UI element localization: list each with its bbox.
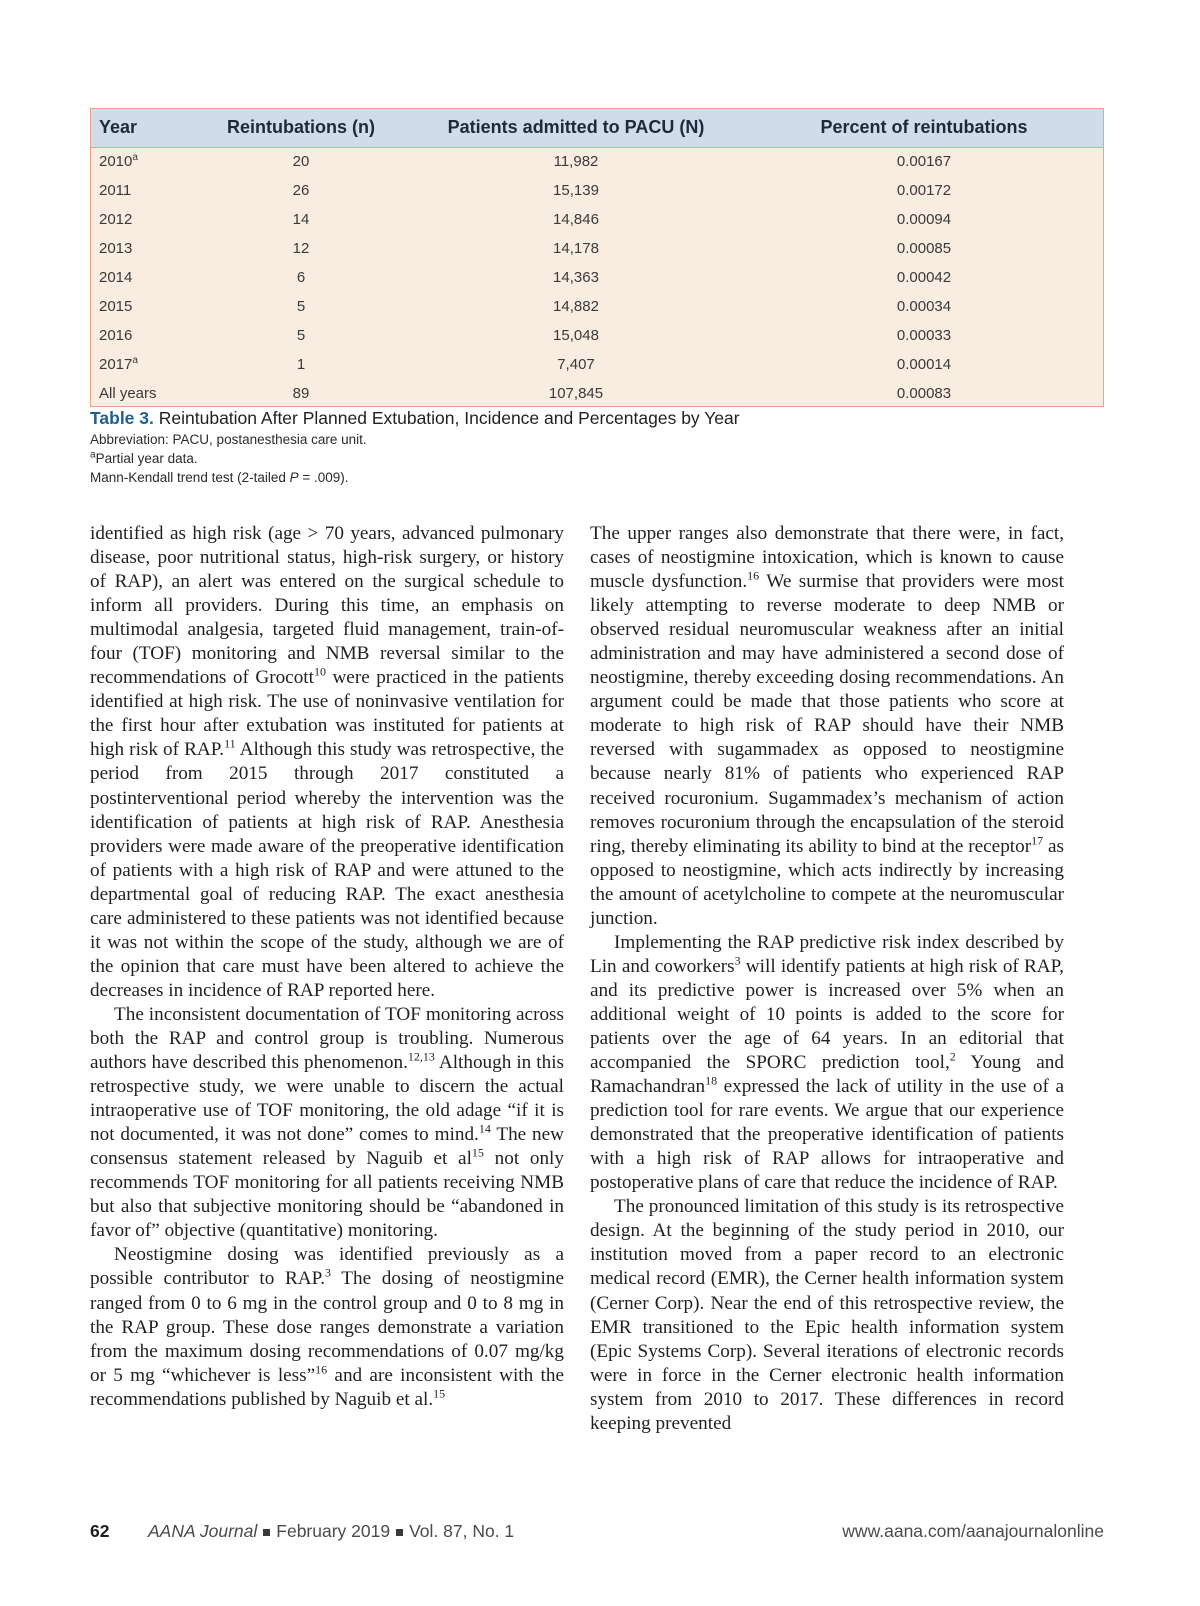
cell-patients-value: 107,845 xyxy=(548,385,604,402)
journal-citation xyxy=(148,1521,514,1542)
stat-text-post: = .009). xyxy=(298,470,349,485)
cell-reintubations-value: 5 xyxy=(296,298,306,315)
cell-percent-value: 0.00033 xyxy=(896,327,952,344)
cell-year-value: 2015 xyxy=(99,298,133,315)
cell-percent xyxy=(745,147,1103,176)
paragraph-text: Although in this retrospective study, we were unable to discern the actual intraoperative use of TOF monitoring, the old adage “if it is not documented, it was not done” comes to mind. xyxy=(90,1052,565,1146)
paragraph-text: were practiced in the patients identified at high risk. The use of noninvasive ventilation for the first hour after extubation was instituted for patients at high risk of RAP. xyxy=(90,667,564,761)
cell-year-value: All years xyxy=(99,385,157,402)
cell-year xyxy=(91,321,195,350)
cell-patients xyxy=(407,147,745,176)
cell-patients xyxy=(407,263,745,292)
paragraph-text: expressed the lack of utility in the use of a prediction tool for rare events. We argue that our experience demonstrated that the preoperative identification of patients with a high risk of RAP allows for intraoperative and postoperative plans of care that reduce the incidence of RAP. xyxy=(590,1076,1064,1194)
cell-year-value: 2010 xyxy=(99,153,133,171)
citation-reference[interactable]: 12,13 xyxy=(407,1049,435,1064)
paragraph-text: The dosing of neostigmine ranged from 0 to 6 mg in the control group and 0 to 8 mg in the RAP group. These dose ranges demonstrate a variation from the maximum dosing recommendations of 0.07 mg/kg or 5 mg “whichever is less” xyxy=(90,1268,564,1386)
paragraph-text: Neostigmine dosing was identified previously as a possible contributor to RAP. xyxy=(90,1244,564,1290)
issue-date: February 2019 xyxy=(276,1521,391,1541)
table-body xyxy=(91,147,1103,408)
cell-patients xyxy=(407,321,745,350)
footnote-text: Partial year data. xyxy=(95,451,198,466)
cell-reintubations-value: 1 xyxy=(296,356,306,373)
cell-patients-value: 14,178 xyxy=(553,240,599,257)
table-row xyxy=(91,379,1103,408)
citation-reference[interactable]: 16 xyxy=(315,1362,328,1377)
table-row xyxy=(91,147,1103,176)
body-paragraph xyxy=(90,1003,564,1243)
cell-percent-value: 0.00085 xyxy=(896,240,952,257)
citation-reference[interactable]: 16 xyxy=(747,568,760,583)
citation-reference[interactable]: 3 xyxy=(325,1266,331,1281)
cell-reintubations xyxy=(195,379,407,408)
cell-percent-value: 0.00167 xyxy=(896,153,952,171)
paragraph-text: not only recommends TOF monitoring for all patients receiving NMB but also that subjective monitoring should be “abandoned in favor of” objective (quantitative) monitoring. xyxy=(90,1148,564,1242)
cell-percent-value: 0.00042 xyxy=(896,269,952,286)
cell-percent xyxy=(745,263,1103,292)
cell-patients xyxy=(407,379,745,408)
header-year: Year xyxy=(91,109,195,147)
cell-year xyxy=(91,147,195,176)
cell-reintubations xyxy=(195,176,407,205)
citation-reference[interactable]: 15 xyxy=(433,1386,446,1401)
cell-percent-value: 0.00172 xyxy=(896,182,952,199)
cell-percent xyxy=(745,234,1103,263)
cell-percent xyxy=(745,379,1103,408)
cell-patients-value: 14,363 xyxy=(553,269,599,286)
paragraph-text: The inconsistent documentation of TOF monitoring across both the RAP and control group is troubling. Numerous authors have described this phenomenon. xyxy=(90,1003,564,1074)
cell-reintubations xyxy=(195,292,407,321)
citation-reference[interactable]: 2 xyxy=(949,1049,956,1064)
paragraph-text: The upper ranges also demonstrate that there were, in fact, cases of neostigmine intoxication, which is known to cause muscle dysfunction. xyxy=(590,523,1064,593)
cell-patients xyxy=(407,292,745,321)
paragraph-text: identified as high risk (age > 70 years, advanced pulmonary disease, poor nutritional status, high-risk surgery, or history of RAP), an alert was entered on the surgical schedule to inform all providers. During this time, an emphasis on multimodal analgesia, targeted fluid management, train-of-four (TOF) monitoring and NMB reversal similar to the recommendations of Grocott xyxy=(90,523,564,689)
body-paragraph xyxy=(90,1243,564,1411)
cell-percent-value: 0.00094 xyxy=(896,211,952,228)
cell-year xyxy=(91,350,195,379)
header-patients-admitted: Patients admitted to PACU (N) xyxy=(407,109,745,147)
cell-reintubations xyxy=(195,350,407,379)
cell-reintubations xyxy=(195,321,407,350)
cell-patients-value: 15,048 xyxy=(553,327,599,344)
cell-year xyxy=(91,205,195,234)
cell-year-value: 2012 xyxy=(99,211,133,228)
cell-patients-value: 14,882 xyxy=(553,298,599,315)
reintubation-table xyxy=(91,109,1103,408)
paragraph-text: as opposed to neostigmine, which acts indirectly by increasing the amount of acetylcholine to compete at the neuromuscular junction. xyxy=(590,835,1064,929)
cell-year xyxy=(91,292,195,321)
cell-year xyxy=(91,234,195,263)
cell-percent-value: 0.00083 xyxy=(896,385,952,402)
cell-patients xyxy=(407,176,745,205)
cell-reintubations-value: 5 xyxy=(296,327,306,344)
caption-label: Table 3. xyxy=(90,408,154,428)
cell-year-value: 2011 xyxy=(99,182,132,199)
page-number: 62 xyxy=(90,1521,110,1541)
cell-year-value: 2014 xyxy=(99,269,133,286)
table-row xyxy=(91,350,1103,379)
cell-percent xyxy=(745,176,1103,205)
cell-reintubations-value: 12 xyxy=(292,240,310,257)
cell-reintubations xyxy=(195,234,407,263)
journal-url[interactable]: www.aana.com/aanajournalonline xyxy=(842,1521,1104,1541)
stat-variable: P xyxy=(289,470,299,485)
separator-bullet-icon xyxy=(263,1529,270,1536)
table-caption xyxy=(90,406,1104,487)
paragraph-text: The new consensus statement released by Naguib et al xyxy=(90,1124,564,1170)
body-paragraph xyxy=(590,931,1064,1196)
body-paragraph xyxy=(590,522,1064,931)
paragraph-text: Young and Ramachandran xyxy=(590,1052,1064,1098)
data-table-container xyxy=(90,108,1104,407)
cell-patients xyxy=(407,205,745,234)
cell-percent-value: 0.00034 xyxy=(896,298,952,315)
table-row xyxy=(91,263,1103,292)
body-paragraph xyxy=(90,522,564,1003)
caption-footnote xyxy=(90,449,1104,468)
cell-reintubations-value: 20 xyxy=(292,153,310,171)
cell-reintubations-value: 14 xyxy=(292,211,310,228)
citation-reference[interactable]: 10 xyxy=(313,664,326,679)
citation-reference[interactable]: 3 xyxy=(734,953,741,968)
citation-reference[interactable]: 17 xyxy=(1031,833,1044,848)
cell-percent xyxy=(745,321,1103,350)
table-row xyxy=(91,234,1103,263)
paragraph-text: and are inconsistent with the recommendations published by Naguib et al. xyxy=(90,1364,564,1410)
paragraph-text: will identify patients at high risk of RAP, and its predictive power is increased over 5% when an additional weight of 10 points is added to the score for patients over the age of 64 years. In an editorial that accompanied the SPORC prediction tool, xyxy=(590,955,1064,1074)
caption-abbreviation: Abbreviation: PACU, postanesthesia care unit. xyxy=(90,432,367,447)
cell-year-value: 2016 xyxy=(99,327,133,344)
cell-year-value: 2017 xyxy=(99,356,133,373)
cell-patients xyxy=(407,234,745,263)
cell-year xyxy=(91,176,195,205)
cell-patients-value: 11,982 xyxy=(553,153,599,171)
cell-reintubations xyxy=(195,147,407,176)
cell-percent xyxy=(745,350,1103,379)
cell-reintubations xyxy=(195,263,407,292)
citation-reference[interactable]: 14 xyxy=(478,1121,491,1136)
cell-year xyxy=(91,263,195,292)
cell-patients xyxy=(407,350,745,379)
table-row xyxy=(91,321,1103,350)
paragraph-text: The pronounced limitation of this study is its retrospective design. At the beginning of the study period in 2010, our institution moved from a paper record to an electronic medical record (EMR), the Cerner health information system (Cerner Corp). Near the end of this retrospective review, the EMR transitioned to the Epic health information system (Epic Systems Corp). Several iterations of electronic records were in force in the Cerner electronic health information system from 2010 to 2017. These differences in record keeping prevented xyxy=(590,1196,1064,1434)
citation-reference[interactable]: 18 xyxy=(705,1073,718,1088)
cell-year xyxy=(91,379,195,408)
left-text-column xyxy=(90,522,564,1412)
citation-reference[interactable]: 15 xyxy=(471,1145,484,1160)
volume-issue: Vol. 87, No. 1 xyxy=(409,1521,515,1541)
cell-reintubations-value: 89 xyxy=(292,385,310,402)
caption-title: Reintubation After Planned Extubation, Incidence and Percentages by Year xyxy=(158,408,740,428)
paragraph-text: We surmise that providers were most likely attempting to reverse moderate to deep NMB or observed residual neuromuscular weakness after an initial administration and may have administered a second dose of neostigmine, thereby exceeding dosing recommendations. An argument could be made that those patients who score at moderate to high risk of RAP should have their NMB reversed with sugammadex as opposed to neostigmine because nearly 81% of patients who experienced RAP received rocuronium. Sugammadex’s mechanism of action removes rocuronium through the encapsulation of the steroid ring, thereby eliminating its ability to bind at the receptor xyxy=(590,571,1064,857)
cell-percent xyxy=(745,205,1103,234)
table-row xyxy=(91,205,1103,234)
paragraph-text: Although this study was retrospective, the period from 2015 through 2017 constituted a postinterventional period whereby the intervention was the identification of patients at high risk of RAP. Anesthesia providers were made aware of the preoperative identification of patients with a high risk of RAP and were attuned to the departmental goal of reducing RAP. The exact anesthesia care administered to these patients was not identified because it was not within the scope of the study, although we are of the opinion that care must have been altered to achieve the decreases in incidence of RAP reported here. xyxy=(90,739,564,1001)
cell-reintubations xyxy=(195,205,407,234)
cell-patients-value: 7,407 xyxy=(557,356,595,373)
citation-reference[interactable]: 11 xyxy=(224,737,236,752)
footnote-mark: a xyxy=(132,355,138,366)
cell-patients-value: 14,846 xyxy=(553,211,599,228)
cell-reintubations-value: 6 xyxy=(296,269,306,286)
journal-name: AANA Journal xyxy=(148,1521,258,1541)
header-reintubations: Reintubations (n) xyxy=(195,109,407,147)
right-text-column xyxy=(590,522,1064,1436)
separator-bullet-icon xyxy=(396,1529,403,1536)
cell-patients-value: 15,139 xyxy=(553,182,599,199)
caption-title-line xyxy=(90,406,1104,430)
table-row xyxy=(91,176,1103,205)
footnote-mark: a xyxy=(132,152,138,164)
body-paragraph xyxy=(590,1195,1064,1435)
cell-reintubations-value: 26 xyxy=(292,182,310,199)
table-header-row xyxy=(91,109,1103,147)
stat-text-pre: Mann-Kendall trend test (2-tailed xyxy=(90,470,290,485)
paragraph-text: Implementing the RAP predictive risk index described by Lin and coworkers xyxy=(590,931,1064,977)
footnote-mark: a xyxy=(90,449,96,461)
caption-statistic xyxy=(90,468,1104,487)
page-footer xyxy=(90,1521,1104,1545)
table-row xyxy=(91,292,1103,321)
cell-percent xyxy=(745,292,1103,321)
cell-percent-value: 0.00014 xyxy=(896,356,952,373)
cell-year-value: 2013 xyxy=(99,240,133,257)
header-percent: Percent of reintubations xyxy=(745,109,1103,147)
